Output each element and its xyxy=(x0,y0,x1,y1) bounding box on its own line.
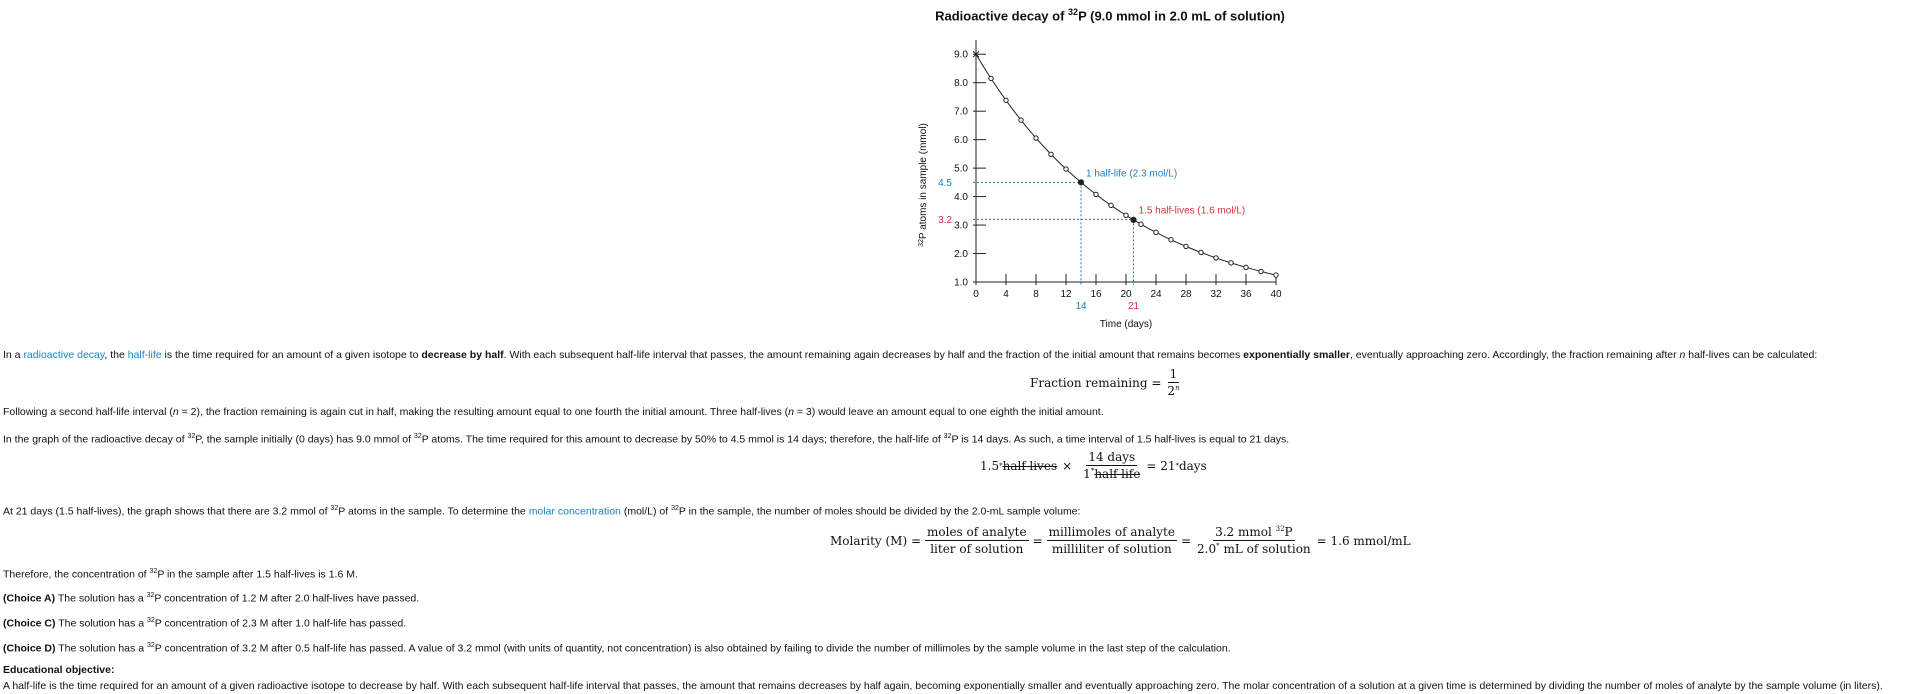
x-tick-label: 0 xyxy=(973,289,979,300)
y-tick-label: 7.0 xyxy=(954,106,968,118)
link-radioactive-decay[interactable]: radioactive decay xyxy=(23,349,105,361)
x-tick-label: 28 xyxy=(1180,289,1192,300)
paragraph-graph-reading: In the graph of the radioactive decay of $^{32}$P, the sample initially (0 days) has 9.0 mmol of $^{32}$P atoms. The time required for this amount to decrease by 50% to 4.5 mmol is 14 days; therefore, the half-life of $^{32}$P is 14 days. As such, a time interval of 1.5 half-lives is equal to 21 days. xyxy=(3,433,1290,446)
x-tick-label: 20 xyxy=(1120,289,1132,300)
x-axis-label: Time (days) xyxy=(1099,319,1153,330)
y-tick-label: 1.0 xyxy=(954,277,968,289)
annotation-label: 1 half-life (2.3 mol/L) xyxy=(1086,168,1178,180)
data-point xyxy=(1229,261,1233,265)
data-point xyxy=(1274,273,1278,277)
x-tick-label: 40 xyxy=(1270,289,1282,300)
x-tick-label: 16 xyxy=(1090,289,1102,300)
chart-title: Radioactive decay of $^{32}$P (9.0 mmol in 2.0 mL of solution) xyxy=(935,7,1285,24)
x-tick-label: 4 xyxy=(1003,289,1009,300)
data-point xyxy=(1049,152,1053,156)
annotation-label: 1.5 half-lives (1.6 mol/L) xyxy=(1138,205,1246,217)
y-tick-label: 6.0 xyxy=(954,135,968,147)
y-tick-label: 2.0 xyxy=(954,249,968,261)
data-point xyxy=(1019,118,1023,122)
annotation-y-label: 4.5 xyxy=(938,177,952,189)
data-point xyxy=(1004,98,1008,102)
x-tick-label: 32 xyxy=(1210,289,1222,300)
x-tick-label: 12 xyxy=(1060,289,1072,300)
data-point xyxy=(1154,230,1158,234)
data-point xyxy=(1064,167,1068,171)
educational-objective-heading: Educational objective: xyxy=(3,664,115,676)
data-point xyxy=(1078,180,1083,185)
data-point xyxy=(1214,256,1218,260)
equation-molarity: Molarity (M) = $\frac{\text{moles of analyte}}{\text{liter of solution}}$ = $\frac{\text{millimoles of analyte}}{\text{milliliter of solution}}$ = $\frac{3.2 mmol ^{32}P}{2.0^* mL of solution}$ = 1.6 mmol/mL xyxy=(830,525,1411,556)
data-point xyxy=(1034,136,1038,140)
data-point xyxy=(1124,213,1128,217)
choice-c-explanation: (Choice C) The solution has a $^{32}$P concentration of 2.3 M after 1.0 half-life has passed. xyxy=(3,617,407,630)
y-tick-label: 4.0 xyxy=(954,192,968,204)
decay-chart xyxy=(900,30,1300,340)
data-point xyxy=(1131,217,1136,222)
choice-d-explanation: (Choice D) The solution has a $^{32}$P concentration of 3.2 M after 0.5 half-life has passed. A value of 3.2 mmol (with units of quantity, not concentration) is also obtained by failing to divide the number of millimoles by the sample volume in the last step of the calculation. xyxy=(3,642,1231,655)
data-point xyxy=(1139,222,1143,226)
data-point xyxy=(1184,244,1188,248)
y-tick-label: 8.0 xyxy=(954,78,968,90)
x-tick-label: 36 xyxy=(1240,289,1252,300)
data-point xyxy=(1109,203,1113,207)
data-point xyxy=(1094,192,1098,196)
y-tick-label: 3.0 xyxy=(954,220,968,232)
paragraph-molar-concentration: At 21 days (1.5 half-lives), the graph shows that there are 3.2 mmol of $^{32}$P atoms in the sample. To determine the molar concentration (mol/L) of $^{32}$P in the sample, the number of moles should be divided by the 2.0-mL sample volume: xyxy=(3,505,1081,518)
data-point xyxy=(1199,250,1203,254)
annotation-x-label: 21 xyxy=(1127,301,1140,312)
educational-objective-text: A half-life is the time required for an amount of a given radioactive isotope to decrease by half. With each subsequent half-life interval that passes, the amount that remains decreases by half again, becoming exponentially smaller and eventually approaching zero. The molar concentration of a solution at a given time is determined by dividing the number of moles of analyte by the sample volume (in liters). xyxy=(3,680,1883,692)
annotation-y-label: 3.2 xyxy=(938,214,952,226)
paragraph-half-life-intro: In a radioactive decay, the half-life is the time required for an amount of a given isotope to decrease by half. With each subsequent half-life interval that passes, the amount remaining again decreases by half and the fraction of the initial amount that remains becomes exponentially smaller, eventually approaching zero. Accordingly, the fraction remaining after n half-lives can be calculated: xyxy=(3,349,1818,361)
data-point xyxy=(1169,238,1173,242)
decay-curve xyxy=(976,54,1276,275)
paragraph-successive-half-lives: Following a second half-life interval (n = 2), the fraction remaining is again cut in half, making the resulting amount equal to one fourth the initial amount. Three half-lives (n = 3) would leave an amount equal to one eighth the initial amount. xyxy=(3,406,1104,418)
y-tick-label: 9.0 xyxy=(954,49,968,61)
x-tick-label: 24 xyxy=(1150,289,1162,300)
equation-fraction-remaining: Fraction remaining = $\frac{1}{2^n}$ xyxy=(1030,367,1180,398)
data-point xyxy=(1259,269,1263,273)
link-molar-concentration[interactable]: molar concentration xyxy=(528,505,621,518)
y-tick-label: 5.0 xyxy=(954,163,968,175)
link-half-life[interactable]: half-life xyxy=(127,349,162,361)
equation-time-interval: 1.5 * half-lives × $\frac{\text{14 days}}{1^*half-life}$ = 21 * days xyxy=(980,450,1207,481)
annotation-x-label: 14 xyxy=(1075,301,1087,312)
x-tick-label: 8 xyxy=(1033,289,1039,300)
data-point xyxy=(989,76,993,80)
choice-a-explanation: (Choice A) The solution has a $^{32}$P concentration of 1.2 M after 2.0 half-lives have passed. xyxy=(3,592,420,605)
y-axis-label: $^{32}$P atoms in sample (mmol) xyxy=(918,123,929,247)
paragraph-conclusion: Therefore, the concentration of $^{32}$P in the sample after 1.5 half-lives is 1.6 M. xyxy=(3,568,358,581)
data-point xyxy=(1244,265,1248,269)
